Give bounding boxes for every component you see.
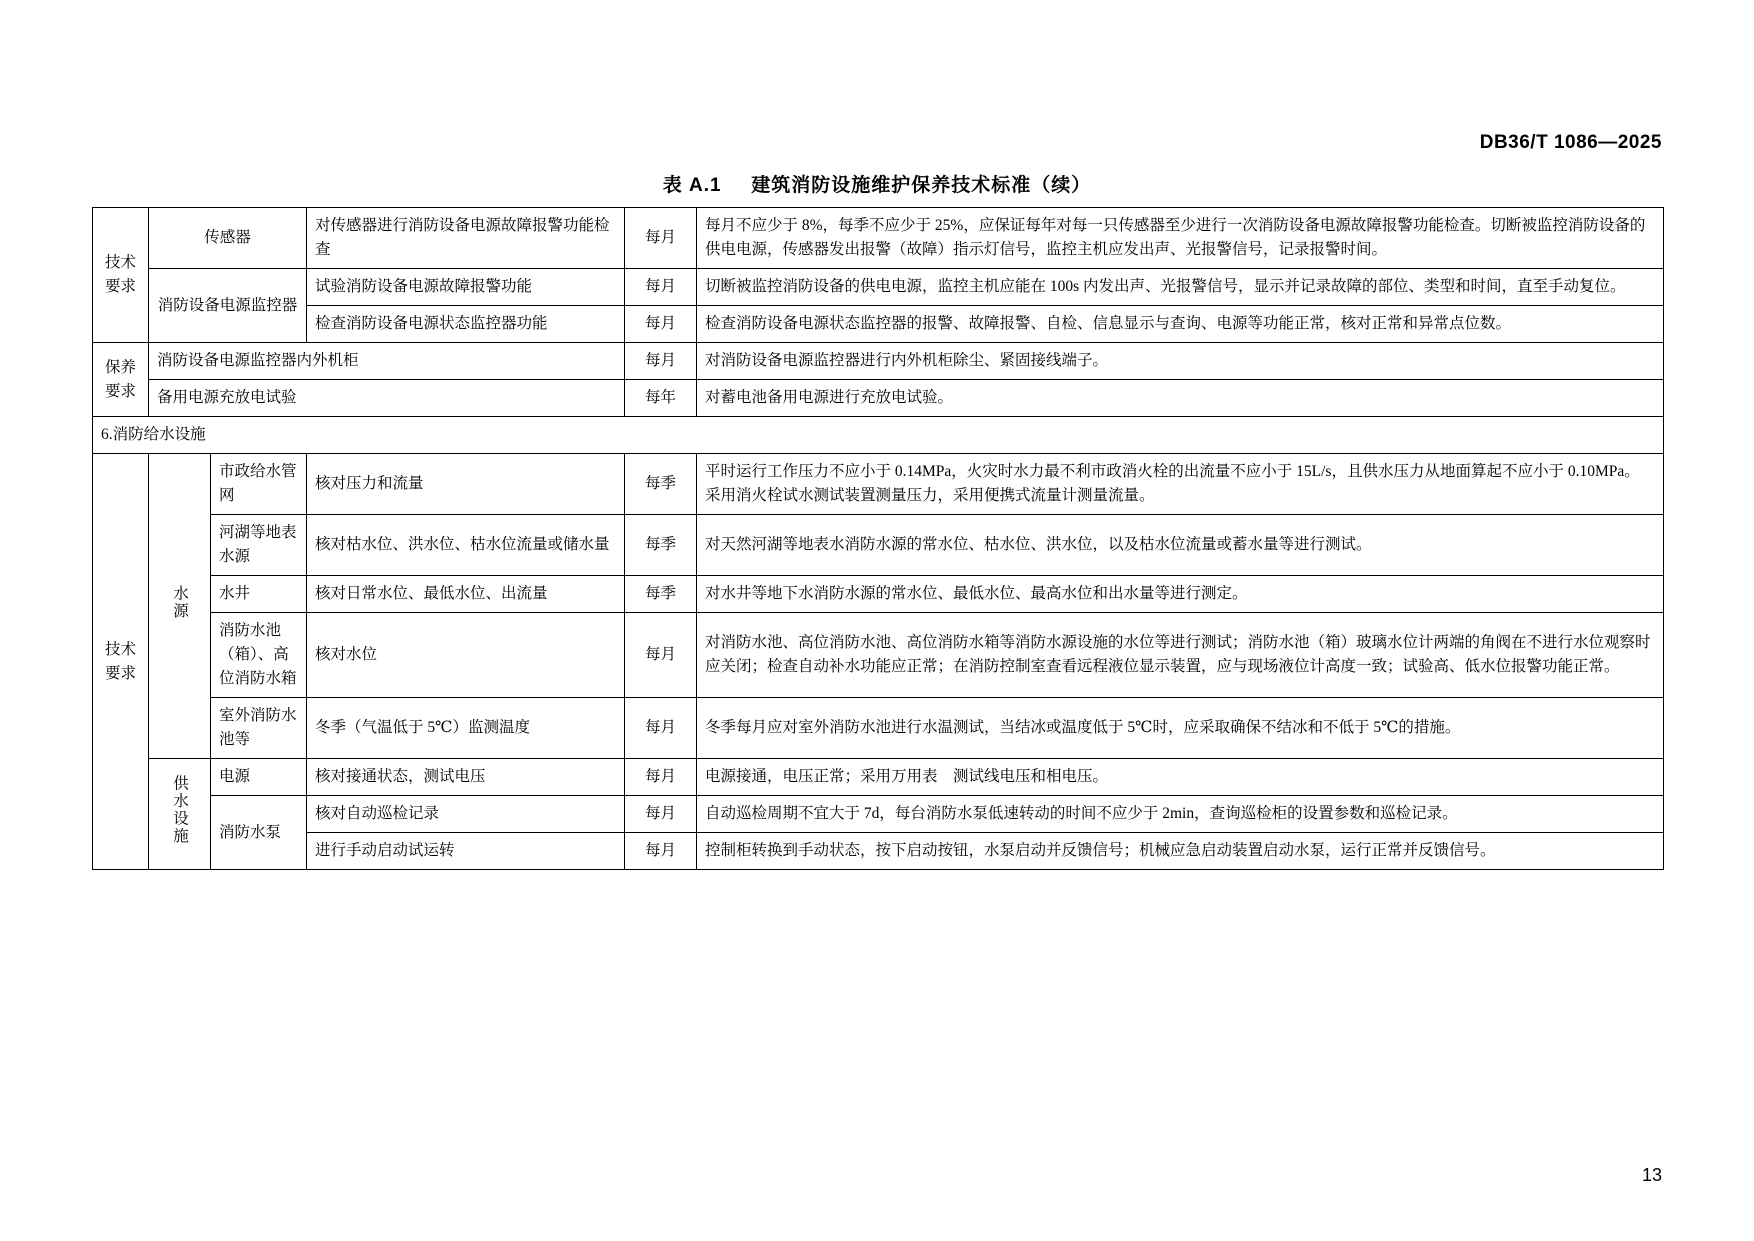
standard-code-header: DB36/T 1086—2025 [1479,132,1662,153]
table-section-row [93,417,1664,454]
cell-item: 市政给水管网 [211,454,307,515]
cell-item: 消防水池（箱）、高位消防水箱 [211,613,307,698]
table-row [93,208,1664,269]
cell-content: 核对日常水位、最低水位、出流量 [307,576,625,613]
cell-requirement: 每月不应少于 8%，每季不应少于 25%，应保证每年对每一只传感器至少进行一次消防设备电源故障报警功能检查。切断被监控消防设备的供电电源，传感器发出报警（故障）指示灯信号，监控主机应发出声、光报警信号，记录报警时间。 [697,208,1664,269]
cell-frequency: 每月 [625,796,697,833]
table-row [93,306,1664,343]
table-row [93,613,1664,698]
cell-content: 对传感器进行消防设备电源故障报警功能检查 [307,208,625,269]
table-row [93,515,1664,576]
cell-requirement: 切断被监控消防设备的供电电源，监控主机应能在 100s 内发出声、光报警信号，显示并记录故障的部位、类型和时间，直至手动复位。 [697,269,1664,306]
cell-frequency: 每季 [625,515,697,576]
cell-requirement: 对蓄电池备用电源进行充放电试验。 [697,380,1664,417]
table-number: 表 A.1 [662,175,722,196]
cell-requirement: 自动巡检周期不宜大于 7d，每台消防水泵低速转动的时间不应少于 2min，查询巡检柜的设置参数和巡检记录。 [697,796,1664,833]
cell-item: 消防设备电源监控器 [149,269,307,343]
cell-content: 进行手动启动试运转 [307,833,625,870]
cell-category: 技术要求 [93,208,149,343]
cell-requirement: 对水井等地下水消防水源的常水位、最低水位、最高水位和出水量等进行测定。 [697,576,1664,613]
cell-content: 核对水位 [307,613,625,698]
cell-frequency: 每月 [625,698,697,759]
cell-content: 检查消防设备电源状态监控器功能 [307,306,625,343]
cell-item: 电源 [211,759,307,796]
cell-frequency: 每月 [625,759,697,796]
cell-requirement: 冬季每月应对室外消防水池进行水温测试，当结冰或温度低于 5℃时，应采取确保不结冰和不低于 5℃的措施。 [697,698,1664,759]
table-row [93,576,1664,613]
cell-content: 消防设备电源监控器内外机柜 [149,343,625,380]
cell-frequency: 每季 [625,454,697,515]
cell-requirement: 平时运行工作压力不应小于 0.14MPa，火灾时水力最不利市政消火栓的出流量不应小于 15L/s，且供水压力从地面算起不应小于 0.10MPa。采用消火栓试水测试装置测量压力，采用便携式流量计测量流量。 [697,454,1664,515]
cell-frequency: 每月 [625,208,697,269]
table-row [93,698,1664,759]
maintenance-standard-table [92,207,1664,870]
cell-frequency: 每月 [625,833,697,870]
cell-requirement: 检查消防设备电源状态监控器的报警、故障报警、自检、信息显示与查询、电源等功能正常，核对正常和异常点位数。 [697,306,1664,343]
table-row [93,796,1664,833]
cell-content: 冬季（气温低于 5℃）监测温度 [307,698,625,759]
cell-content: 核对接通状态，测试电压 [307,759,625,796]
cell-frequency: 每月 [625,306,697,343]
cell-category: 技术要求 [93,454,149,870]
cell-frequency: 每月 [625,343,697,380]
table-row [93,833,1664,870]
cell-frequency: 每季 [625,576,697,613]
section-label: 6.消防给水设施 [93,417,1664,454]
cell-item: 水井 [211,576,307,613]
table-row [93,759,1664,796]
cell-item: 传感器 [149,208,307,269]
cell-requirement: 对消防水池、高位消防水池、高位消防水箱等消防水源设施的水位等进行测试；消防水池（箱）玻璃水位计两端的角阀在不进行水位观察时应关闭；检查自动补水功能应正常；在消防控制室查看远程液位显示装置，应与现场液位计高度一致；试验高、低水位报警功能正常。 [697,613,1664,698]
table-title-text: 建筑消防设施维护保养技术标准（续） [751,175,1092,196]
table-title [0,170,1754,197]
cell-item: 消防水泵 [211,796,307,870]
table-row [93,454,1664,515]
cell-content: 核对枯水位、洪水位、枯水位流量或储水量 [307,515,625,576]
cell-content: 备用电源充放电试验 [149,380,625,417]
cell-requirement: 控制柜转换到手动状态，按下启动按钮，水泵启动并反馈信号；机械应急启动装置启动水泵，运行正常并反馈信号。 [697,833,1664,870]
cell-frequency: 每年 [625,380,697,417]
cell-frequency: 每月 [625,613,697,698]
cell-subgroup [149,454,211,759]
cell-requirement: 电源接通，电压正常；采用万用表 测试线电压和相电压。 [697,759,1664,796]
cell-content: 试验消防设备电源故障报警功能 [307,269,625,306]
cell-subgroup-label: 水源 [171,584,189,620]
cell-category: 保养要求 [93,343,149,417]
cell-item: 河湖等地表水源 [211,515,307,576]
cell-frequency: 每月 [625,269,697,306]
table-row [93,269,1664,306]
cell-subgroup [149,759,211,870]
page-number: 13 [1641,1165,1662,1185]
cell-item: 室外消防水池等 [211,698,307,759]
table-row [93,380,1664,417]
cell-content: 核对压力和流量 [307,454,625,515]
table-row [93,343,1664,380]
cell-requirement: 对消防设备电源监控器进行内外机柜除尘、紧固接线端子。 [697,343,1664,380]
cell-requirement: 对天然河湖等地表水消防水源的常水位、枯水位、洪水位，以及枯水位流量或蓄水量等进行测试。 [697,515,1664,576]
cell-content: 核对自动巡检记录 [307,796,625,833]
cell-subgroup-label: 供水设施 [171,775,189,846]
